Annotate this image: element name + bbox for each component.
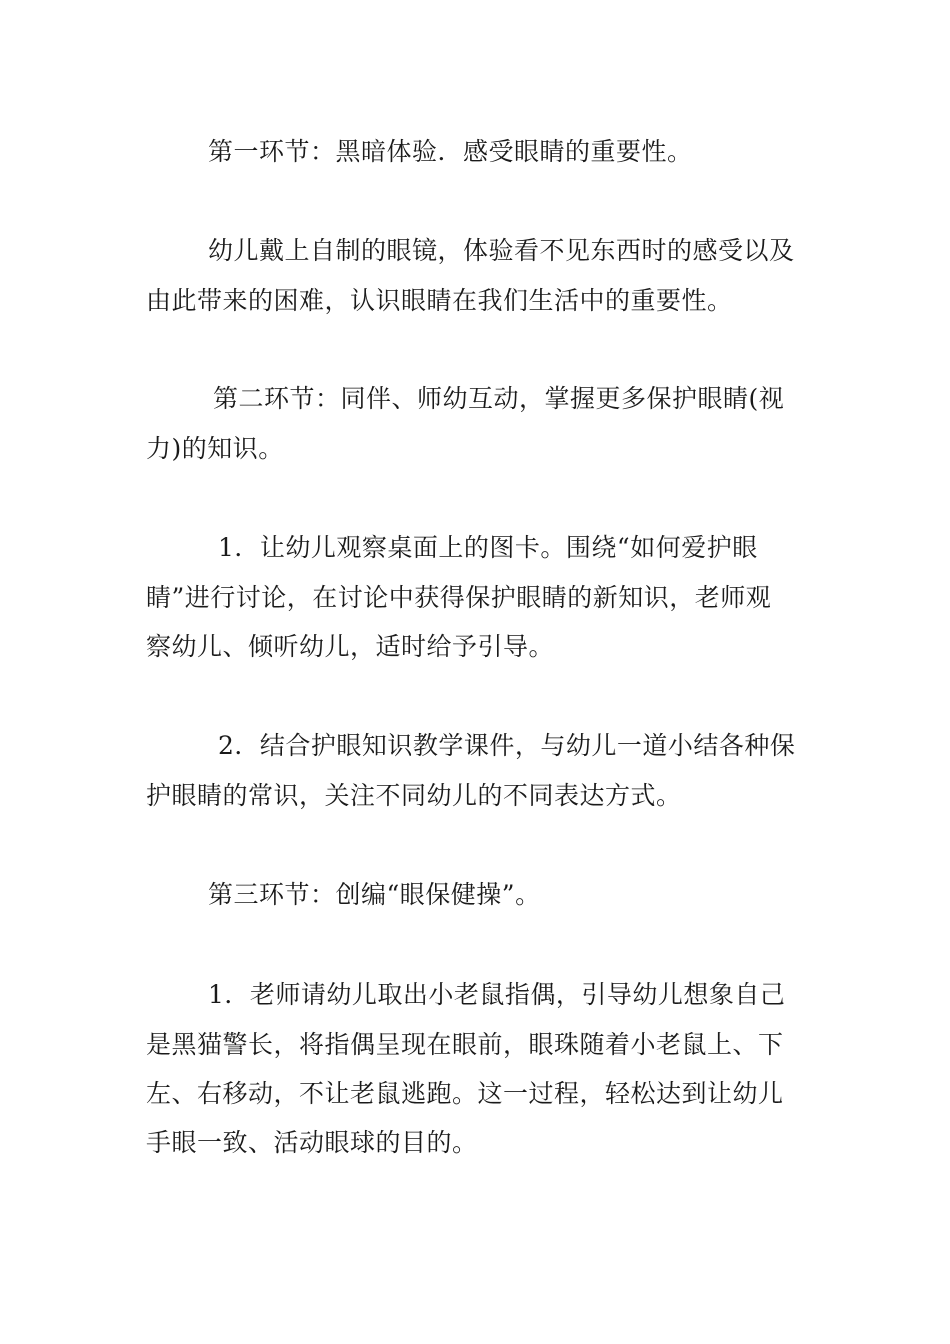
section-heading-1: 第一环节：黑暗体验．感受眼睛的重要性。 — [208, 137, 693, 166]
list-item-line: 1．让幼儿观察桌面上的图卡。围绕“如何爱护眼 — [218, 533, 758, 562]
list-item-line: 护眼睛的常识，关注不同幼儿的不同表达方式。 — [146, 781, 682, 810]
paragraph-line: 幼儿戴上自制的眼镜，体验看不见东西时的感受以及 — [208, 236, 795, 265]
list-item-line: 是黑猫警长，将指偶呈现在眼前，眼珠随着小老鼠上、下 — [146, 1030, 784, 1059]
section-heading-3: 第三环节：创编“眼保健操”。 — [208, 880, 541, 909]
list-item-line: 1．老师请幼儿取出小老鼠指偶，引导幼儿想象自己 — [208, 980, 786, 1009]
list-item-line: 手眼一致、活动眼球的目的。 — [146, 1128, 478, 1157]
paragraph-line: 由此带来的困难，认识眼睛在我们生活中的重要性。 — [146, 286, 733, 315]
paragraph-line: 力)的知识。 — [146, 434, 284, 463]
list-item-line: 察幼儿、倾听幼儿，适时给予引导。 — [146, 632, 555, 661]
list-item-line: 睛”进行讨论，在讨论中获得保护眼睛的新知识，老师观 — [146, 583, 772, 612]
list-item-line: 2．结合护眼知识教学课件，与幼儿一道小结各种保 — [218, 731, 796, 760]
section-heading-2: 第二环节：同伴、师幼互动，掌握更多保护眼睛(视 — [213, 384, 785, 413]
list-item-line: 左、右移动，不让老鼠逃跑。这一过程，轻松达到让幼儿 — [146, 1079, 784, 1108]
